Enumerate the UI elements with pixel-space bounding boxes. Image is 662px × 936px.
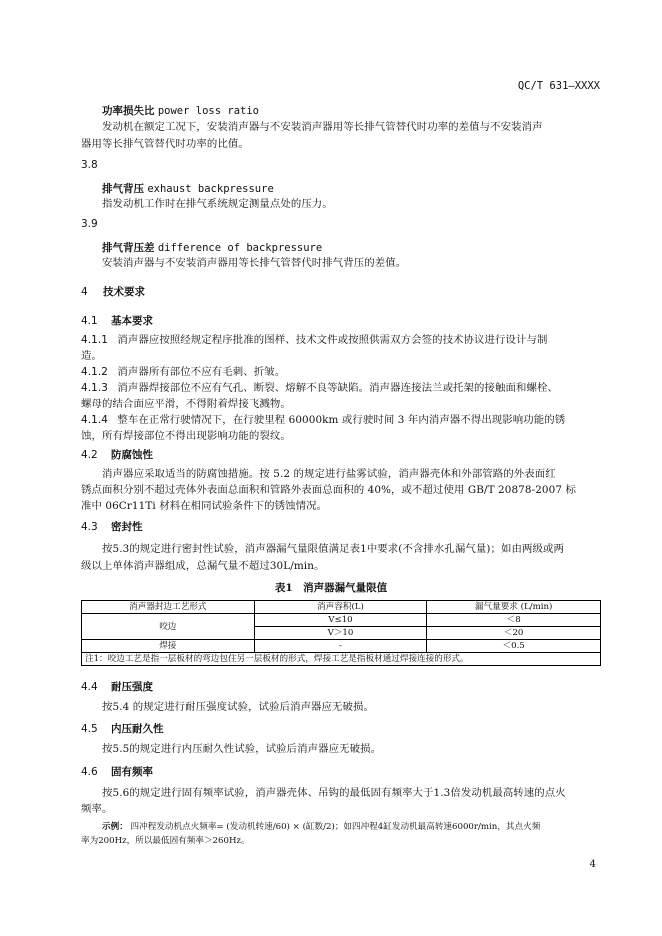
section-4-4-body: 按5.4 的规定进行耐压强度试验，试验后消声器应无破损。: [102, 701, 374, 713]
item-4-1-3-line1: [81, 380, 558, 397]
item-4-1-2-text: 消声器所有部位不应有毛刺、折皱。: [117, 366, 286, 378]
table-cell: V＞10: [254, 627, 427, 640]
table-cell: ＜8: [427, 614, 601, 627]
table-row: [82, 640, 601, 653]
def-3-7-line1: 发动机在额定工况下，安装消声器与不安装消声器用等长排气管替代时功率的差值与不安装消声: [102, 121, 543, 133]
term-3-7-en: power loss ratio: [157, 105, 259, 117]
section-4-6-line2: 频率。: [81, 803, 113, 815]
page-number: 4: [589, 859, 596, 870]
item-4-1-1-line1: [81, 332, 547, 349]
item-4-1-4-text: 整车在正常行驶情况下，在行驶里程 60000km 或行驶时间 3 年内消声器不得出现影响功能的锈: [117, 414, 566, 426]
section-4-5-title: 内压耐久性: [111, 723, 164, 735]
section-4-3-title: 密封性: [111, 521, 143, 533]
section-4-3-line1: 按5.3的规定进行密封性试验，消声器漏气量限值满足表1中要求(不含排水孔漏气量)；如由两级或两: [102, 543, 564, 555]
term-3-8-cn: 排气背压: [102, 183, 144, 195]
item-4-1-4-line1: [81, 412, 565, 429]
section-4-3-line2: 级以上单体消声器组成，总漏气量不超过30L/min。: [81, 560, 325, 572]
item-4-1-4-line2: 蚀，所有焊接部位不得出现影响功能的裂纹。: [81, 430, 291, 442]
def-3-8: 指发动机工作时在排气系统规定测量点处的压力。: [102, 198, 333, 210]
item-4-1-3-line2: 螺母的结合面应平滑，不得附着焊接飞溅物。: [81, 398, 291, 410]
section-4-5-heading: [81, 721, 164, 736]
section-number-3-8: 3.8: [81, 159, 98, 171]
table-header-row: [82, 601, 601, 614]
leakage-table: [81, 600, 601, 666]
table-header-cell: 漏气量要求 (L/min): [427, 601, 601, 614]
item-4-1-4-number: 4.1.4: [81, 414, 108, 426]
item-4-1-1-line2: 造。: [81, 350, 102, 362]
term-3-7: [102, 103, 259, 118]
item-4-1-3-number: 4.1.3: [81, 382, 108, 394]
section-4-4-heading: [81, 679, 153, 694]
term-3-7-cn: 功率损失比: [102, 105, 155, 117]
section-4-2-line1: 消声器应采取适当的防腐蚀措施。按 5.2 的规定进行盐雾试验，消声器壳体和外部管路的外表面红: [102, 468, 556, 480]
table-cell: ＜0.5: [427, 640, 601, 653]
section-4-number: 4: [81, 286, 88, 298]
section-4-3-number: 4.3: [81, 521, 98, 533]
term-3-9: [102, 240, 322, 255]
section-4-2-heading: [81, 447, 153, 462]
item-4-1-3-text: 消声器焊接部位不应有气孔、断裂、熔解不良等缺陷。消声器连接法兰或托架的接触面和螺栓、: [117, 382, 558, 394]
table-header-cell: 消声器封边工艺形式: [82, 601, 255, 614]
term-3-9-cn: 排气背压差: [102, 242, 155, 254]
section-4-1-title: 基本要求: [111, 315, 154, 327]
item-4-1-1-text: 消声器应按照经规定程序批准的图样、技术文件或按照供需双方会签的技术协议进行设计与制: [117, 334, 548, 346]
section-4-6-line1: 按5.6的规定进行固有频率试验，消声器壳体、吊钩的最低固有频率大于1.3倍发动机最高转速的点火: [102, 787, 566, 799]
item-4-1-1-number: 4.1.1: [81, 334, 108, 346]
table-cell: -: [254, 640, 427, 653]
section-4-4-number: 4.4: [81, 681, 98, 693]
section-number-3-9: 3.9: [81, 218, 98, 230]
def-3-7-line2: 器用等长排气管替代时功率的比值。: [81, 138, 249, 150]
section-4-6-number: 4.6: [81, 766, 98, 778]
section-4-5-number: 4.5: [81, 723, 98, 735]
table-header-cell: 消声容积(L): [254, 601, 427, 614]
section-4-6-title: 固有频率: [111, 766, 154, 778]
term-3-8: [102, 181, 274, 196]
table-cell-weld: 焊接: [82, 640, 255, 653]
example-line1: [102, 820, 540, 834]
table-row: [82, 614, 601, 627]
term-3-9-en: difference of backpressure: [157, 242, 323, 254]
table-caption: 表1 消声器漏气量限值: [274, 582, 388, 594]
table-cell: V≤10: [254, 614, 427, 627]
section-4-4-title: 耐压强度: [111, 681, 154, 693]
section-4-2-number: 4.2: [81, 449, 98, 461]
table-cell-crimp: 咬边: [82, 614, 255, 640]
term-3-8-en: exhaust backpressure: [147, 183, 274, 195]
section-4-title: 技术要求: [103, 286, 146, 298]
def-3-9: 安装消声器与不安装消声器用等长排气管替代时排气背压的差值。: [102, 257, 407, 269]
doc-code: QC/T 631—XXXX: [517, 80, 600, 92]
table-note-row: [82, 653, 601, 666]
item-4-1-2: [81, 364, 285, 381]
section-4-1-number: 4.1: [81, 315, 98, 327]
section-4-2-line2: 锈点面积分别不超过壳体外表面总面积和管路外表面总面积的 40%，或不超过使用 GB/T 20878-2007 标: [81, 484, 576, 496]
section-4-heading: [81, 284, 145, 299]
table-cell: ＜20: [427, 627, 601, 640]
item-4-1-2-number: 4.1.2: [81, 366, 108, 378]
example-text: 四冲程发动机点火频率= (发动机转速/60) × (缸数/2)；如四冲程4缸发动机最高转速6000r/min，其点火频: [130, 822, 541, 832]
section-4-2-line3: 准中 06Cr11Ti 材料在相同试验条件下的锈蚀情况。: [81, 500, 328, 512]
example-label: 示例：: [102, 822, 128, 832]
example-line2: 率为200Hz，所以最低固有频率＞260Hz。: [81, 836, 250, 846]
section-4-6-heading: [81, 764, 153, 779]
section-4-2-title: 防腐蚀性: [111, 449, 154, 461]
table-note: 注1：咬边工艺是指一层板材的弯边包住另一层板材的形式，焊接工艺是指板材通过焊接连接的形式。: [82, 653, 601, 666]
section-4-1-heading: [81, 313, 153, 328]
section-4-3-heading: [81, 519, 143, 534]
section-4-5-body: 按5.5的规定进行内压耐久性试验，试验后消声器应无破损。: [102, 743, 382, 755]
